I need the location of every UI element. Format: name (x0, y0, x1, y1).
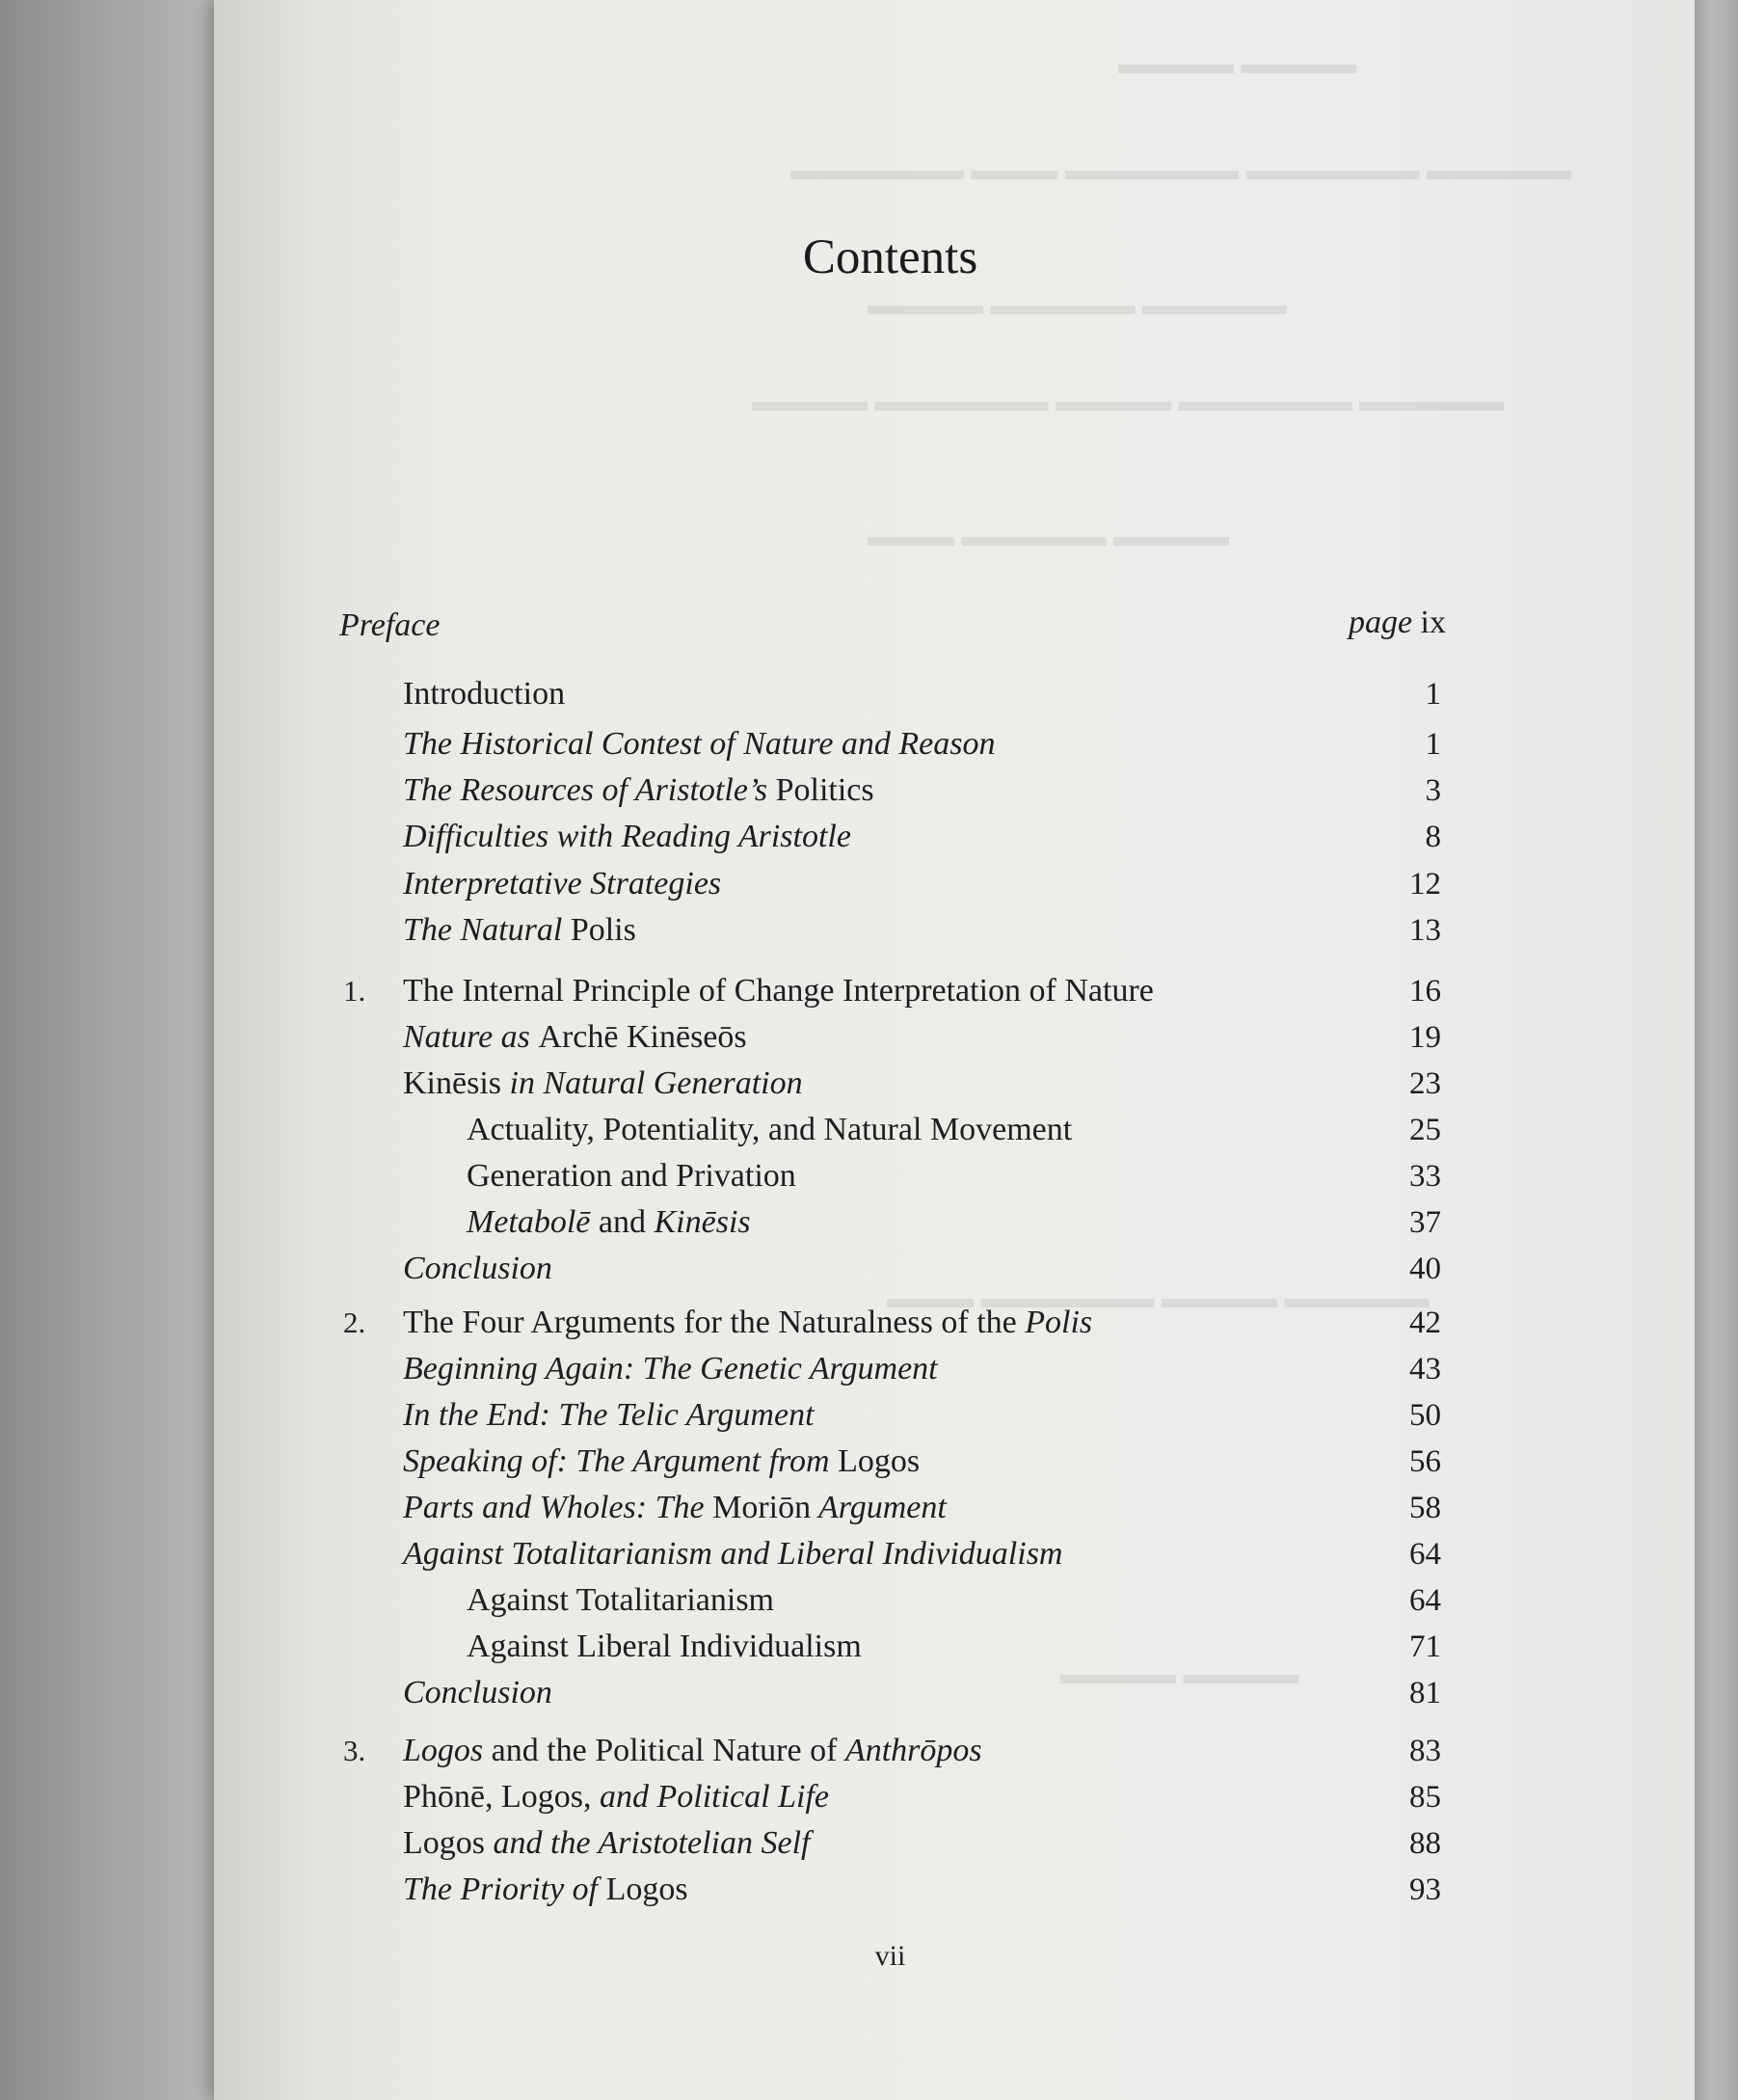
title-part: In the End: The Telic Argument (403, 1397, 815, 1433)
toc-entry-title (403, 769, 874, 812)
toc-page-number: 50 (1409, 1398, 1441, 1433)
title-part: Phōnē, Logos, (403, 1779, 600, 1815)
toc-entry-title (467, 1155, 796, 1198)
title-part: Anthrōpos (844, 1733, 982, 1768)
toc-page-number: 37 (1409, 1205, 1441, 1240)
title-part: Introduction (403, 676, 566, 712)
page-edge (1695, 0, 1738, 2100)
title-part: Speaking of: The Argument from (403, 1443, 839, 1479)
toc-entry-title (403, 1063, 803, 1105)
toc-entry-title (403, 1869, 688, 1911)
toc-entry-title (403, 1394, 815, 1437)
title-part: Difficulties with Reading Aristotle (403, 819, 851, 854)
toc-entry-title (403, 1533, 1062, 1575)
toc-entry-title (403, 1672, 552, 1714)
title-part: Logos (605, 1871, 688, 1907)
title-part: and (590, 1204, 655, 1240)
title-part: Conclusion (403, 1251, 552, 1286)
toc-entry-title (403, 1440, 920, 1483)
title-part: Kinēsis (403, 1065, 510, 1101)
title-part: The Internal Principle of Change Interpretation of Nature (403, 973, 1154, 1009)
toc-entry-title (403, 723, 996, 766)
title-part: and the Aristotelian Self (493, 1825, 811, 1861)
toc-entry-title (403, 970, 1154, 1012)
toc-entry-title (467, 1109, 1072, 1151)
title-part: Polis (1025, 1305, 1093, 1340)
toc-page-number: 8 (1425, 820, 1441, 854)
toc-page-number: 1 (1425, 677, 1441, 712)
page-word: page (1348, 605, 1413, 640)
toc-entry-title (403, 673, 565, 715)
title-part: Archē Kinēseōs (538, 1019, 747, 1055)
title-part: Metabolē (467, 1204, 591, 1240)
title-part: Parts and Wholes: The (403, 1490, 713, 1525)
toc-entry-title (403, 1822, 810, 1865)
toc-entry-title (403, 1348, 938, 1390)
toc-page-number: 19 (1409, 1020, 1441, 1055)
title-part: The Historical Contest of Nature and Reason (403, 726, 996, 762)
preface-label: Preface (339, 607, 441, 643)
toc-entry-title (403, 1776, 829, 1818)
toc-page-number: 64 (1409, 1583, 1441, 1618)
preface-page-number: ix (1420, 605, 1446, 640)
title-part: Nature as (403, 1019, 539, 1055)
preface-page (1340, 605, 1446, 641)
title-part: Conclusion (403, 1675, 552, 1710)
toc-page-number: 40 (1409, 1252, 1441, 1286)
toc-entry-title (403, 863, 721, 905)
title-part: Interpretative Strategies (403, 866, 722, 902)
title-part: The Resources of Aristotle’s (403, 772, 776, 808)
toc-page-number: 71 (1409, 1629, 1441, 1664)
chapter-number: 1. (343, 974, 366, 1008)
toc-page-number: 33 (1409, 1159, 1441, 1194)
toc-page-number: 81 (1409, 1676, 1441, 1710)
toc-page-number: 56 (1409, 1444, 1441, 1479)
toc-entry-title (403, 1302, 1092, 1344)
toc-page-number: 42 (1409, 1306, 1441, 1340)
title-part: Logos (403, 1733, 484, 1768)
toc-page-number: 23 (1409, 1066, 1441, 1101)
toc-entry-title (403, 1016, 747, 1059)
title-part: Beginning Again: The Genetic Argument (403, 1351, 938, 1387)
title-part: Generation and Privation (467, 1158, 796, 1194)
title-part: Against Totalitarianism and Liberal Individualism (403, 1536, 1063, 1572)
toc-entry-title (403, 909, 636, 952)
toc-page-number: 83 (1409, 1734, 1441, 1768)
toc-page-number: 1 (1425, 727, 1441, 762)
toc-page-number: 12 (1409, 867, 1441, 902)
title-part: Argument (811, 1490, 947, 1525)
toc-page-number: 88 (1409, 1826, 1441, 1861)
toc-entry-title (403, 1248, 552, 1290)
toc-entry-title (403, 816, 851, 858)
title-part: Kinēsis (654, 1204, 751, 1240)
title-part: Logos (838, 1443, 921, 1479)
page-title: Contents (802, 230, 978, 284)
title-part: The Priority of (403, 1871, 606, 1907)
toc-entry-title (467, 1626, 862, 1668)
toc-page-number: 13 (1409, 913, 1441, 948)
toc-page-number: 3 (1425, 773, 1441, 808)
toc-entry-title (403, 1487, 947, 1529)
toc-page-number: 25 (1409, 1113, 1441, 1147)
page-folio: vii (874, 1940, 906, 1972)
toc-page-number: 43 (1409, 1352, 1441, 1387)
title-part: and Political Life (600, 1779, 829, 1815)
title-part: Against Totalitarianism (467, 1582, 774, 1618)
chapter-number: 2. (343, 1306, 366, 1339)
title-part: Logos (403, 1825, 494, 1861)
toc-entry-title (467, 1579, 774, 1622)
title-part: The Natural (403, 912, 571, 948)
title-part: Actuality, Potentiality, and Natural Movement (467, 1112, 1073, 1147)
toc-page-number: 16 (1409, 974, 1441, 1009)
toc-entry-title (403, 1730, 982, 1772)
chapter-number: 3. (343, 1734, 366, 1767)
toc-page-number: 58 (1409, 1491, 1441, 1525)
title-part: Against Liberal Individualism (467, 1629, 862, 1664)
title-part: Politics (775, 772, 874, 808)
title-part: Polis (570, 912, 636, 948)
toc-entry-title (467, 1201, 751, 1244)
toc-page-number: 64 (1409, 1537, 1441, 1572)
title-part: in Natural Generation (509, 1065, 803, 1101)
toc-page-number: 85 (1409, 1780, 1441, 1815)
title-part: and the Political Nature of (483, 1733, 845, 1768)
toc-page-number: 93 (1409, 1872, 1441, 1907)
title-part: The Four Arguments for the Naturalness of the (403, 1305, 1026, 1340)
title-part: Moriōn (712, 1490, 812, 1525)
